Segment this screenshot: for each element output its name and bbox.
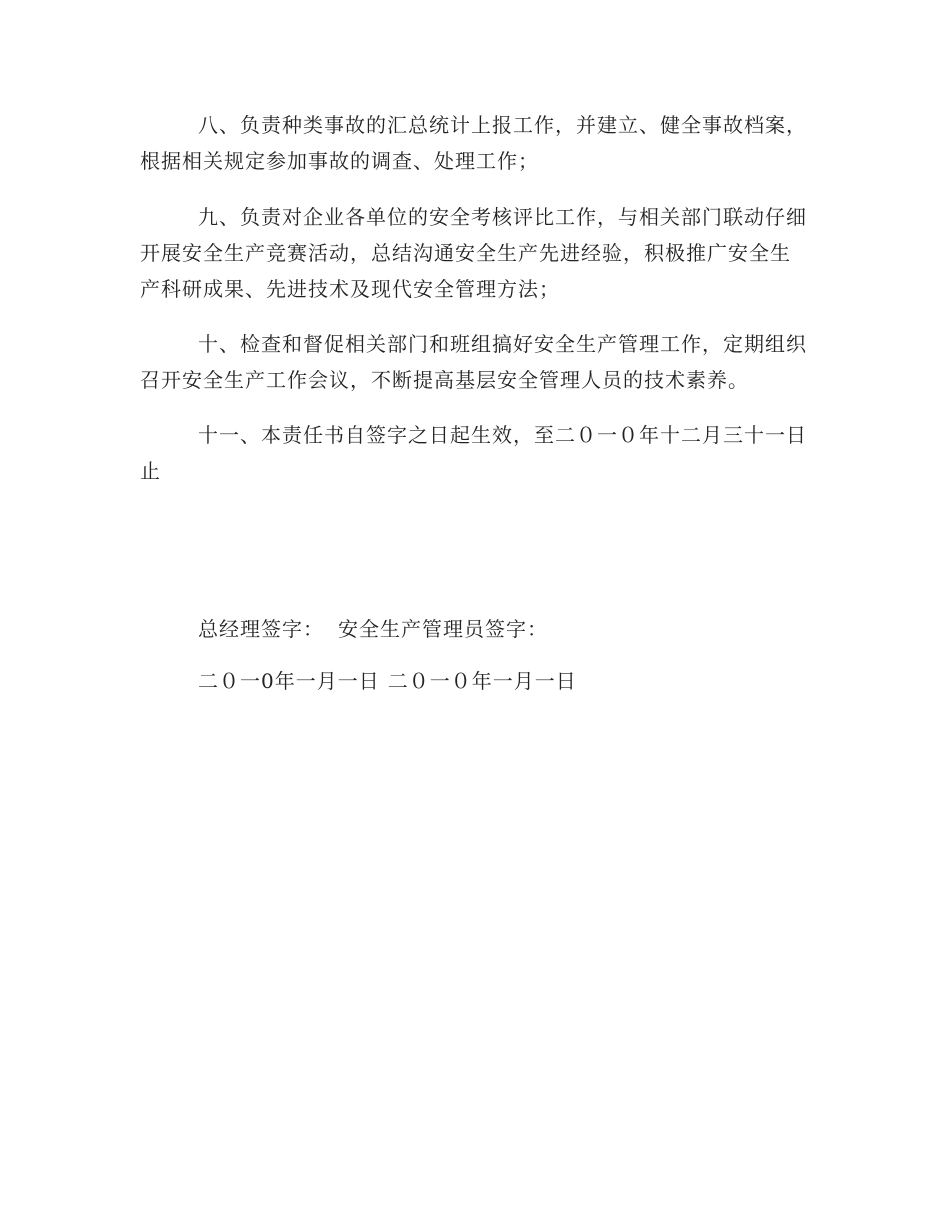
safety-officer-signature-date: 二０一０年一月一日 <box>387 669 577 693</box>
paragraph-item-8: 八、负责种类事故的汇总统计上报工作，并建立、健全事故档案，根据相关规定参加事故的调查、处理工作； <box>140 113 807 173</box>
signature-dates-row <box>198 666 577 696</box>
manager-signature-date: 二０一0年一月一日 <box>198 669 380 693</box>
signature-labels-row <box>198 614 548 644</box>
paragraph-item-9: 九、负责对企业各单位的安全考核评比工作，与相关部门联动仔细开展安全生产竞赛活动，总结沟通安全生产先进经验，积极推广安全生产科研成果、先进技术及现代安全管理方法； <box>140 205 807 301</box>
paragraph-item-10: 十、检查和督促相关部门和班组搞好安全生产管理工作，定期组织召开安全生产工作会议，不断提高基层安全管理人员的技术素养。 <box>140 332 807 392</box>
safety-officer-signature-label: 安全生产管理员签字： <box>338 617 548 641</box>
paragraph-item-11: 十一、本责任书自签字之日起生效，至二０一０年十二月三十一日止 <box>140 423 807 483</box>
manager-signature-label: 总经理签字： <box>198 617 324 641</box>
